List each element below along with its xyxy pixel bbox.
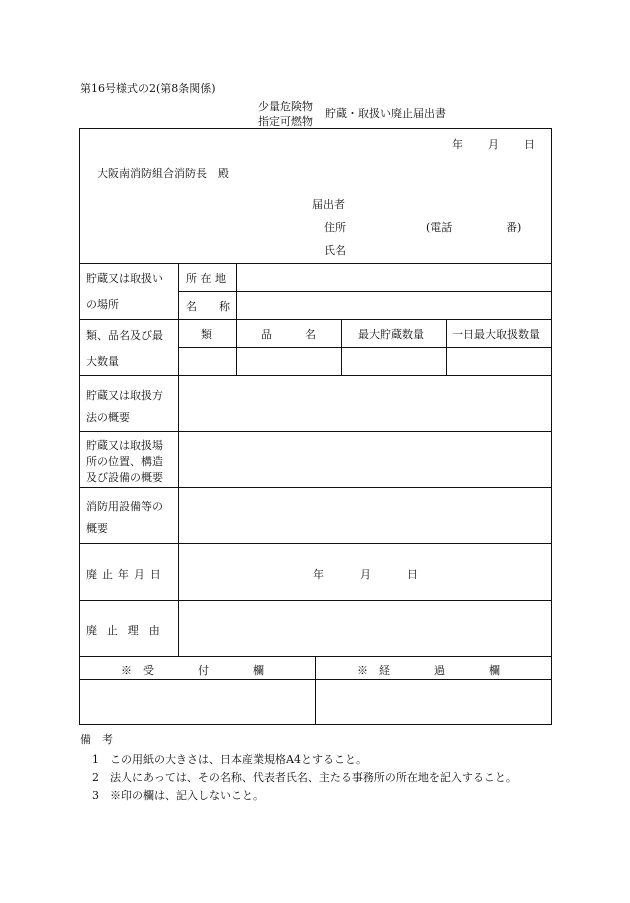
form-code: 第16号様式の2(第8条関係): [80, 82, 216, 95]
date-month: 月: [488, 138, 499, 151]
fire-label-2: 概要: [86, 522, 108, 535]
kind-label-1: 類、品名及び最: [86, 329, 163, 342]
phone-suffix: 番): [506, 221, 522, 234]
address-label: 住所: [324, 221, 346, 234]
progress-label: ※ 経 過 欄: [357, 664, 500, 677]
abolish-year: 年: [313, 568, 324, 581]
notes-heading: 備 考: [80, 733, 113, 746]
reception-label: ※ 受 付 欄: [121, 664, 264, 677]
location-label-2: の場所: [86, 298, 119, 311]
facility-label-1: 貯蔵又は取扱場: [86, 439, 163, 452]
note-item-2: 2 法人にあっては、その名称、代表者氏名、主たる事務所の所在地を記入すること。: [92, 771, 517, 784]
col-kind: 類: [201, 328, 212, 341]
phone-label: (電話: [426, 221, 453, 234]
abolish-reason-label: 廃止理由: [86, 624, 170, 637]
kind-label-2: 大数量: [86, 355, 119, 368]
col-daily: 一日最大取扱数量: [452, 328, 540, 341]
address-sub-label: 所 在 地: [186, 272, 226, 285]
facility-label-3: 及び設備の概要: [86, 471, 163, 484]
title-prefix-1: 少量危険物: [258, 100, 313, 113]
page-title: 貯蔵・取扱い廃止届出書: [325, 107, 446, 120]
note-item-1: 1 この用紙の大きさは、日本産業規格A4とすること。: [92, 753, 367, 766]
abolish-month: 月: [360, 568, 371, 581]
note-item-3: 3 ※印の欄は、記入しないこと。: [92, 789, 264, 802]
col-max: 最大貯蔵数量: [358, 328, 424, 341]
facility-label-2: 所の位置、構造: [86, 455, 163, 468]
name-label: 氏名: [324, 244, 346, 257]
abolish-day: 日: [407, 568, 418, 581]
location-label-1: 貯蔵又は取扱い: [86, 272, 163, 285]
applicant-label: 届出者: [312, 198, 345, 211]
date-year: 年: [452, 138, 463, 151]
date-day: 日: [524, 138, 535, 151]
title-prefix-2: 指定可燃物: [258, 115, 313, 128]
method-label-2: 法の概要: [86, 411, 130, 424]
name-sub-label: 名 称: [186, 300, 230, 313]
abolish-date-label: 廃止年月日: [86, 568, 166, 581]
method-label-1: 貯蔵又は取扱方: [86, 389, 163, 402]
col-item: 品 名: [261, 328, 316, 341]
fire-label-1: 消防用設備等の: [86, 500, 163, 513]
addressee: 大阪南消防組合消防長 殿: [97, 167, 229, 180]
